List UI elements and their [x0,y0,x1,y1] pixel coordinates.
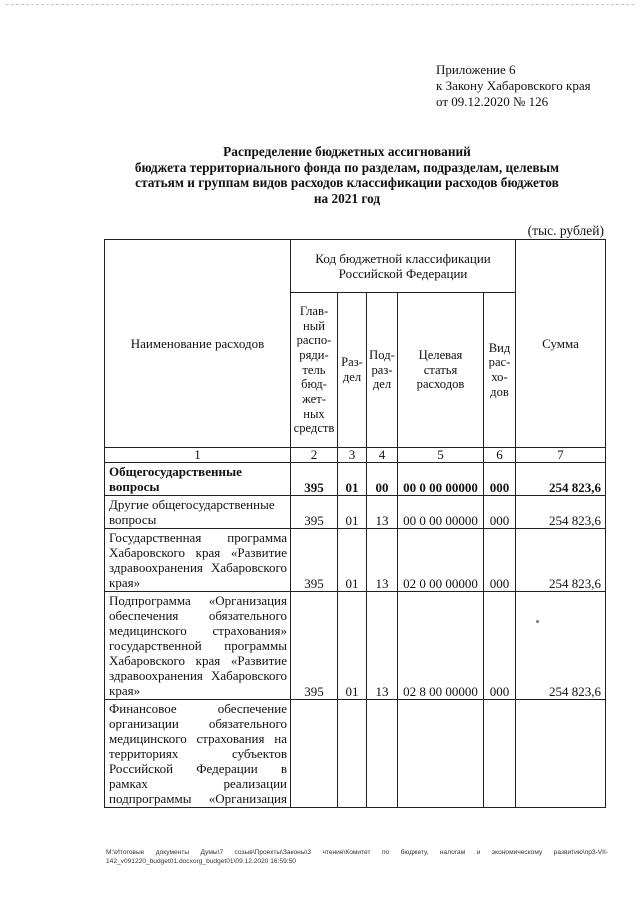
appendix-date: от 09.12.2020 № 126 [436,94,549,109]
row-name: Государственная программа Хабаровского края «Развитие здравоохранения Хабаровского края» [105,529,291,592]
row-sum [516,700,606,808]
row-target [398,700,484,808]
row-section: 01 [338,463,367,496]
col-number: 7 [516,448,606,463]
title-line-2: бюджета территориального фонда по разделам, подразделам, целевым [134,159,560,175]
row-manager [291,700,338,808]
row-section: 01 [338,496,367,529]
title-line-4: на 2021 год [313,190,381,206]
row-sum [516,592,606,700]
col-number: 4 [367,448,398,463]
table-row [105,529,606,592]
col-number: 3 [338,448,367,463]
header-subsection: Под- раз- дел [367,293,398,448]
appendix-header [436,62,626,110]
column-numbers-row [105,448,606,463]
header-row-1 [105,240,606,293]
row-target: 02 0 00 00000 [398,529,484,592]
row-section: 01 [338,592,367,700]
row-sum: 254 823,6 [516,529,606,592]
row-subsection [367,700,398,808]
row-name: Другие общегосударственные вопросы [105,496,291,529]
row-manager: 395 [291,496,338,529]
row-type: 000 [484,592,516,700]
row-manager: 395 [291,529,338,592]
header-type: Вид рас- хо- дов [484,293,516,448]
row-name: Финансовое обеспечение организации обязательного медицинского страхования на территориях субъектов Российской Федерации в рамках реализации подпрограммы «Организация [105,700,291,808]
row-subsection: 13 [367,496,398,529]
header-target: Целевая статья расходов [398,293,484,448]
row-sum: 254 823,6 [516,496,606,529]
budget-table [104,239,606,808]
header-section: Раз- дел [338,293,367,448]
appendix-number: Приложение 6 [436,62,516,77]
row-subsection: 13 [367,592,398,700]
row-manager: 395 [291,592,338,700]
title-line-1: Распределение бюджетных ассигнований [223,144,471,159]
col-number: 1 [105,448,291,463]
row-section [338,700,367,808]
row-name: Общегосударственные вопросы [105,463,291,496]
row-sum: 254 823,6 [516,463,606,496]
header-name: Наименование расходов [105,240,291,448]
table-row [105,463,606,496]
appendix-law: к Закону Хабаровского края [436,78,591,93]
row-type [484,700,516,808]
top-edge-line [6,4,634,5]
row-type: 000 [484,463,516,496]
scan-speck [536,620,539,623]
row-type: 000 [484,496,516,529]
col-number: 6 [484,448,516,463]
row-target: 00 0 00 00000 [398,463,484,496]
table-row [105,700,606,808]
row-target: 00 0 00 00000 [398,496,484,529]
col-number: 2 [291,448,338,463]
header-sum: Сумма [516,240,606,448]
file-path-footer: M:\Итоговые документы Думы\7 созыв\Проекты\Законы\3 чтение\Комитет по бюджету, налогам и экономическому развитию\пр3-VII-142_v091220_budget01.docxorg_budget01\09.12.2020 16:59:50 [106,849,608,865]
document-title [108,144,586,206]
row-type: 000 [484,529,516,592]
row-target: 02 8 00 00000 [398,592,484,700]
units-label: (тыс. рублей) [527,223,604,238]
row-subsection: 13 [367,529,398,592]
title-line-3: статьям и группам видов расходов классификации расходов бюджетов [135,175,559,190]
col-number: 5 [398,448,484,463]
row-sum-value: 254 823,6 [549,684,602,699]
header-classification: Код бюджетной классификации Российской Федерации [291,240,516,293]
table-row [105,496,606,529]
header-manager: Глав- ный распо- ряди- тель бюд- жет- ных средств [291,293,338,448]
table-row [105,592,606,700]
row-subsection: 00 [367,463,398,496]
row-manager: 395 [291,463,338,496]
row-name: Подпрограмма «Организация обеспечения обязательного медицинского страхования» государственной программы Хабаровского края «Развитие здравоохранения Хабаровского края» [105,592,291,700]
row-section: 01 [338,529,367,592]
